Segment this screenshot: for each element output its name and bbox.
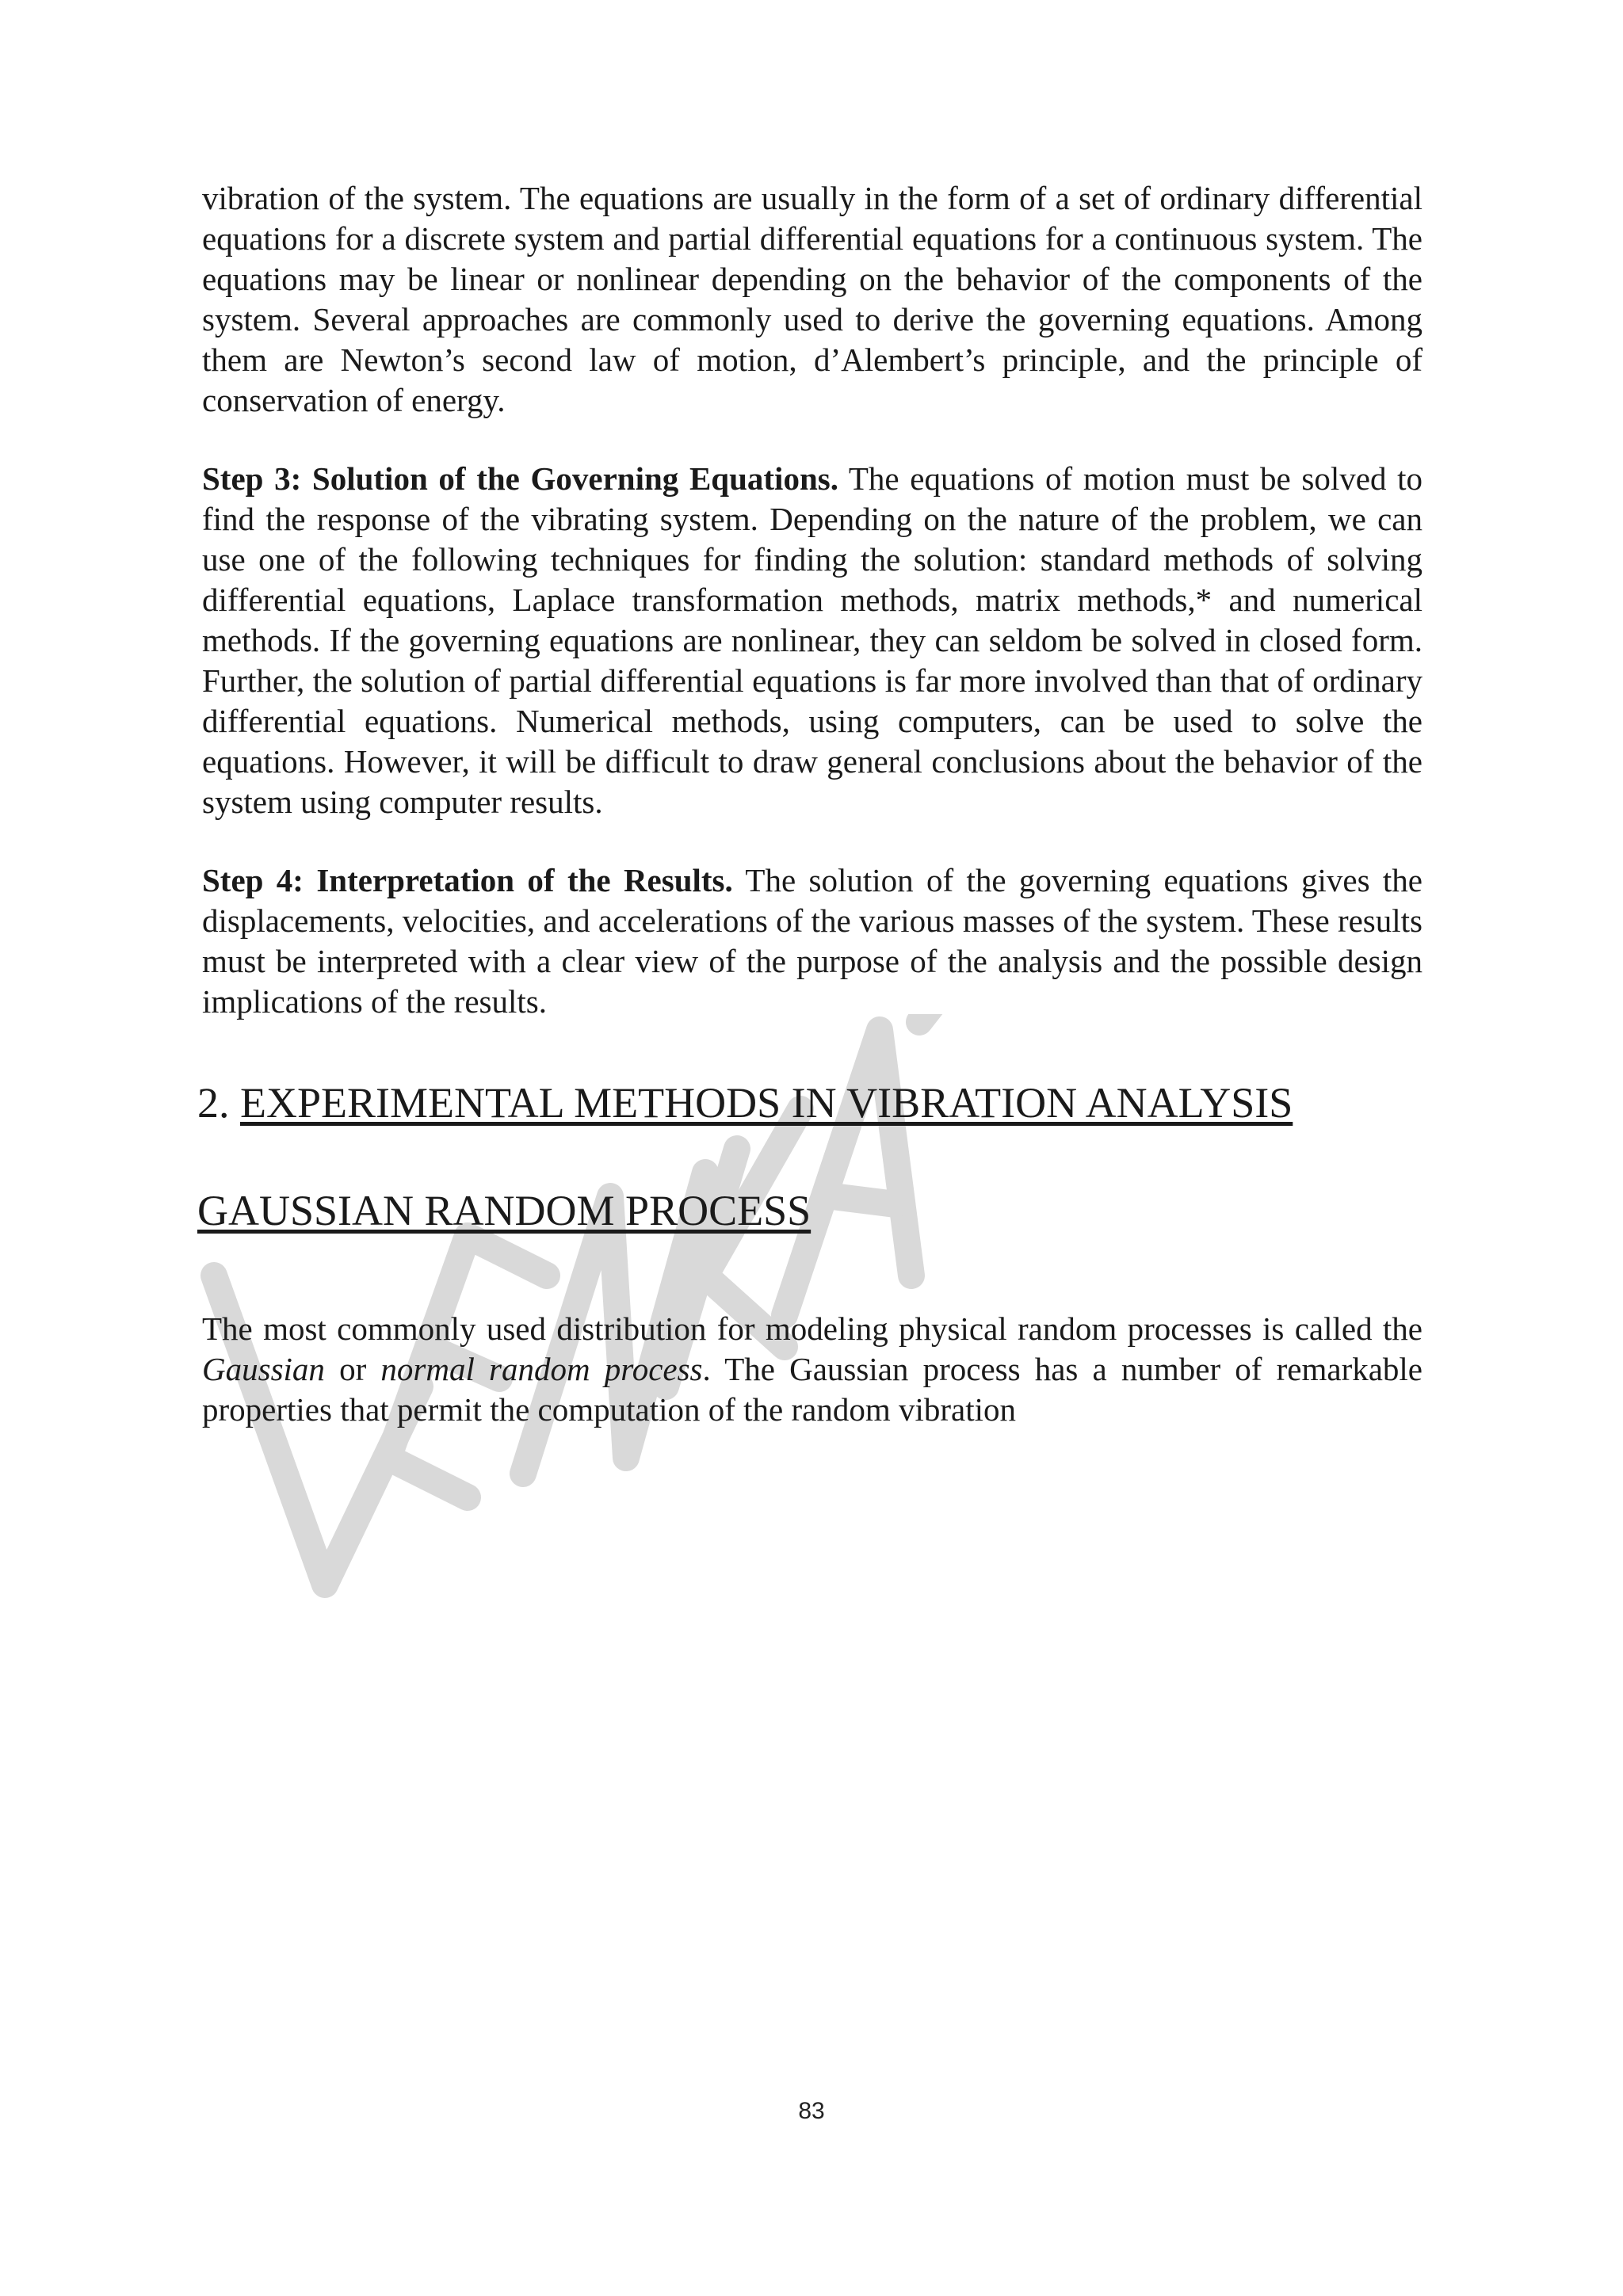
gaussian-text-c: . The Gaussian process has a number of remarkable properties that permit the computation of the random vibration (202, 1351, 1423, 1428)
section-number: 2. (197, 1079, 240, 1127)
gaussian-text-b: or (324, 1351, 381, 1387)
paragraph-step-3 (202, 459, 1423, 822)
paragraph-gaussian-process (202, 1309, 1423, 1430)
step-4-body: The solution of the governing equations gives the displacements, velocities, and accelerations of the various masses of the system. These results must be interpreted with a clear view of the purpose of the analysis and the possible design implications of the results. (202, 862, 1423, 1020)
paragraph-step-4 (202, 860, 1423, 1022)
subsection-heading: GAUSSIAN RANDOM PROCESS (197, 1187, 812, 1234)
step-3-label: Step 3: Solution of the Governing Equations. (202, 460, 838, 497)
step-3-body: The equations of motion must be solved to find the response of the vibrating system. Depending on the nature of the problem, we can use one of the following techniques for finding the solution: standard methods of solving differential equations, Laplace transformation methods, matrix methods,* and numerical methods. If the governing equations are nonlinear, they can seldom be solved in closed form. Further, the solution of partial differential equations is far more involved than that of ordinary differential equations. Numerical methods, using computers, can be used to solve the equations. However, it will be difficult to draw general conclusions about the behavior of the system using computer results. (202, 460, 1423, 820)
page-number: 83 (798, 2098, 825, 2124)
section-heading (197, 1077, 1423, 1128)
section-title: EXPERIMENTAL METHODS IN VIBRATION ANALYSIS (240, 1079, 1293, 1127)
gaussian-term: Gaussian (202, 1351, 325, 1387)
gaussian-text-a: The most commonly used distribution for modeling physical random processes is called the (202, 1310, 1423, 1347)
paragraph-governing-equations: vibration of the system. The equations are usually in the form of a set of ordinary differential equations for a discrete system and partial differential equations for a continuous system. The equations may be linear or nonlinear depending on the behavior of the components of the system. Several approaches are commonly used to derive the governing equations. Among them are Newton’s second law of motion, d’Alembert’s principle, and the principle of conservation of energy. (202, 180, 1423, 418)
step-4-label: Step 4: Interpretation of the Results. (202, 862, 733, 898)
normal-random-process-term: normal random process (380, 1351, 703, 1387)
page-content (197, 178, 1423, 1430)
